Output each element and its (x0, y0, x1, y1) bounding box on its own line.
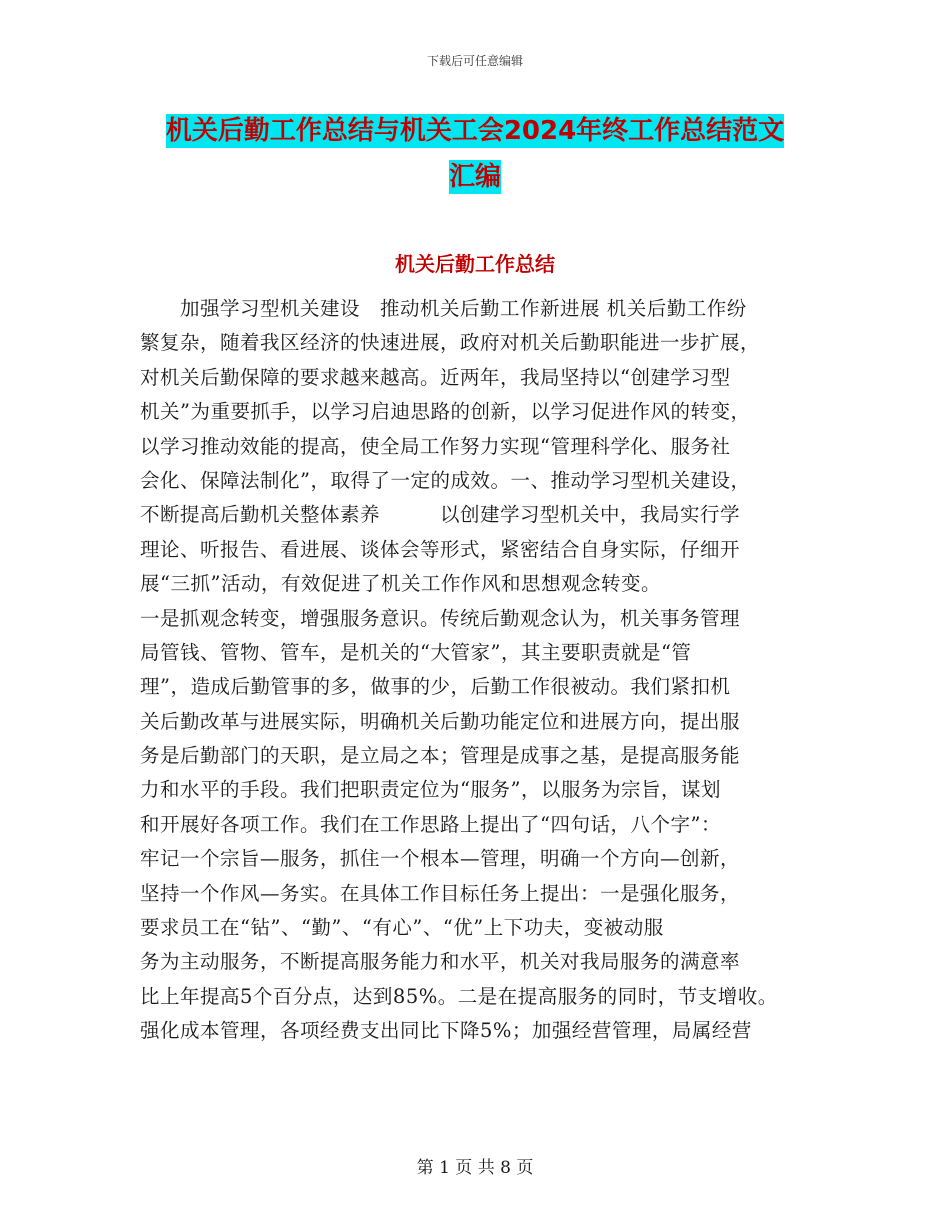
body-line: 牢记一个宗旨—服务，抓住一个根本—管理，明确一个方向—创新， (140, 847, 741, 871)
body-line: 会化、保障法制化”，取得了一定的成效。一、推动学习型机关建设， (140, 468, 751, 492)
body-line: 对机关后勤保障的要求越来越高。近两年，我局坚持以“创建学习型 (140, 365, 731, 389)
body-text (140, 292, 830, 1049)
body-line: 机关”为重要抓手，以学习启迪思路的创新，以学习促进作风的转变， (140, 400, 751, 424)
body-line: 务为主动服务，不断提高服务能力和水平，机关对我局服务的满意率 (140, 950, 741, 974)
page-number: 第 1 页 共 8 页 (416, 1158, 534, 1178)
body-line: 和开展好各项工作。我们在工作思路上提出了“四句话，八个字”： (140, 812, 721, 836)
body-line: 务是后勤部门的天职，是立局之本；管理是成事之基，是提高服务能 (140, 744, 741, 768)
section-heading: 机关后勤工作总结 (395, 252, 555, 276)
body-line: 局管钱、管物、管车，是机关的“大管家”，其主要职责就是“管 (140, 640, 692, 664)
body-line: 理”，造成后勤管事的多，做事的少，后勤工作很被动。我们紧扣机 (140, 675, 731, 699)
document-title (0, 108, 950, 200)
body-line: 比上年提高5个百分点，达到85%。二是在提高服务的同时，节支增收。 (140, 984, 778, 1008)
body-line: 关后勤改革与进展实际，明确机关后勤功能定位和进展方向，提出服 (140, 709, 741, 733)
body-line: 繁复杂，随着我区经济的快速进展，政府对机关后勤职能进一步扩展， (140, 331, 761, 355)
body-line: 展“三抓”活动，有效促进了机关工作作风和思想观念转变。 (140, 572, 661, 596)
body-line: 一是抓观念转变，增强服务意识。传统后勤观念认为，机关事务管理 (140, 606, 741, 630)
body-line: 力和水平的手段。我们把职责定位为“服务”，以服务为宗旨，谋划 (140, 778, 721, 802)
page-header-note: 下载后可任意编辑 (426, 54, 523, 68)
body-line: 坚持一个作风—务实。在具体工作目标任务上提出：一是强化服务， (140, 881, 741, 905)
document-title-line-2: 汇编 (448, 162, 501, 192)
body-line: 加强学习型机关建设 推动机关后勤工作新进展 机关后勤工作纷 (140, 297, 747, 320)
document-title-line-1: 机关后勤工作总结与机关工会2024年终工作总结范文 (165, 116, 785, 146)
body-line: 以学习推动效能的提高，使全局工作努力实现“管理科学化、服务社 (140, 434, 731, 458)
body-line: 不断提高后勤机关整体素养 以创建学习型机关中，我局实行学 (140, 503, 741, 527)
body-line: 理论、听报告、看进展、谈体会等形式，紧密结合自身实际，仔细开 (140, 537, 741, 561)
body-line: 要求员工在“钻”、“勤”、“有心”、“优”上下功夫，变被动服 (140, 916, 664, 940)
body-line: 强化成本管理，各项经费支出同比下降5%；加强经营管理，局属经营 (140, 1019, 752, 1043)
